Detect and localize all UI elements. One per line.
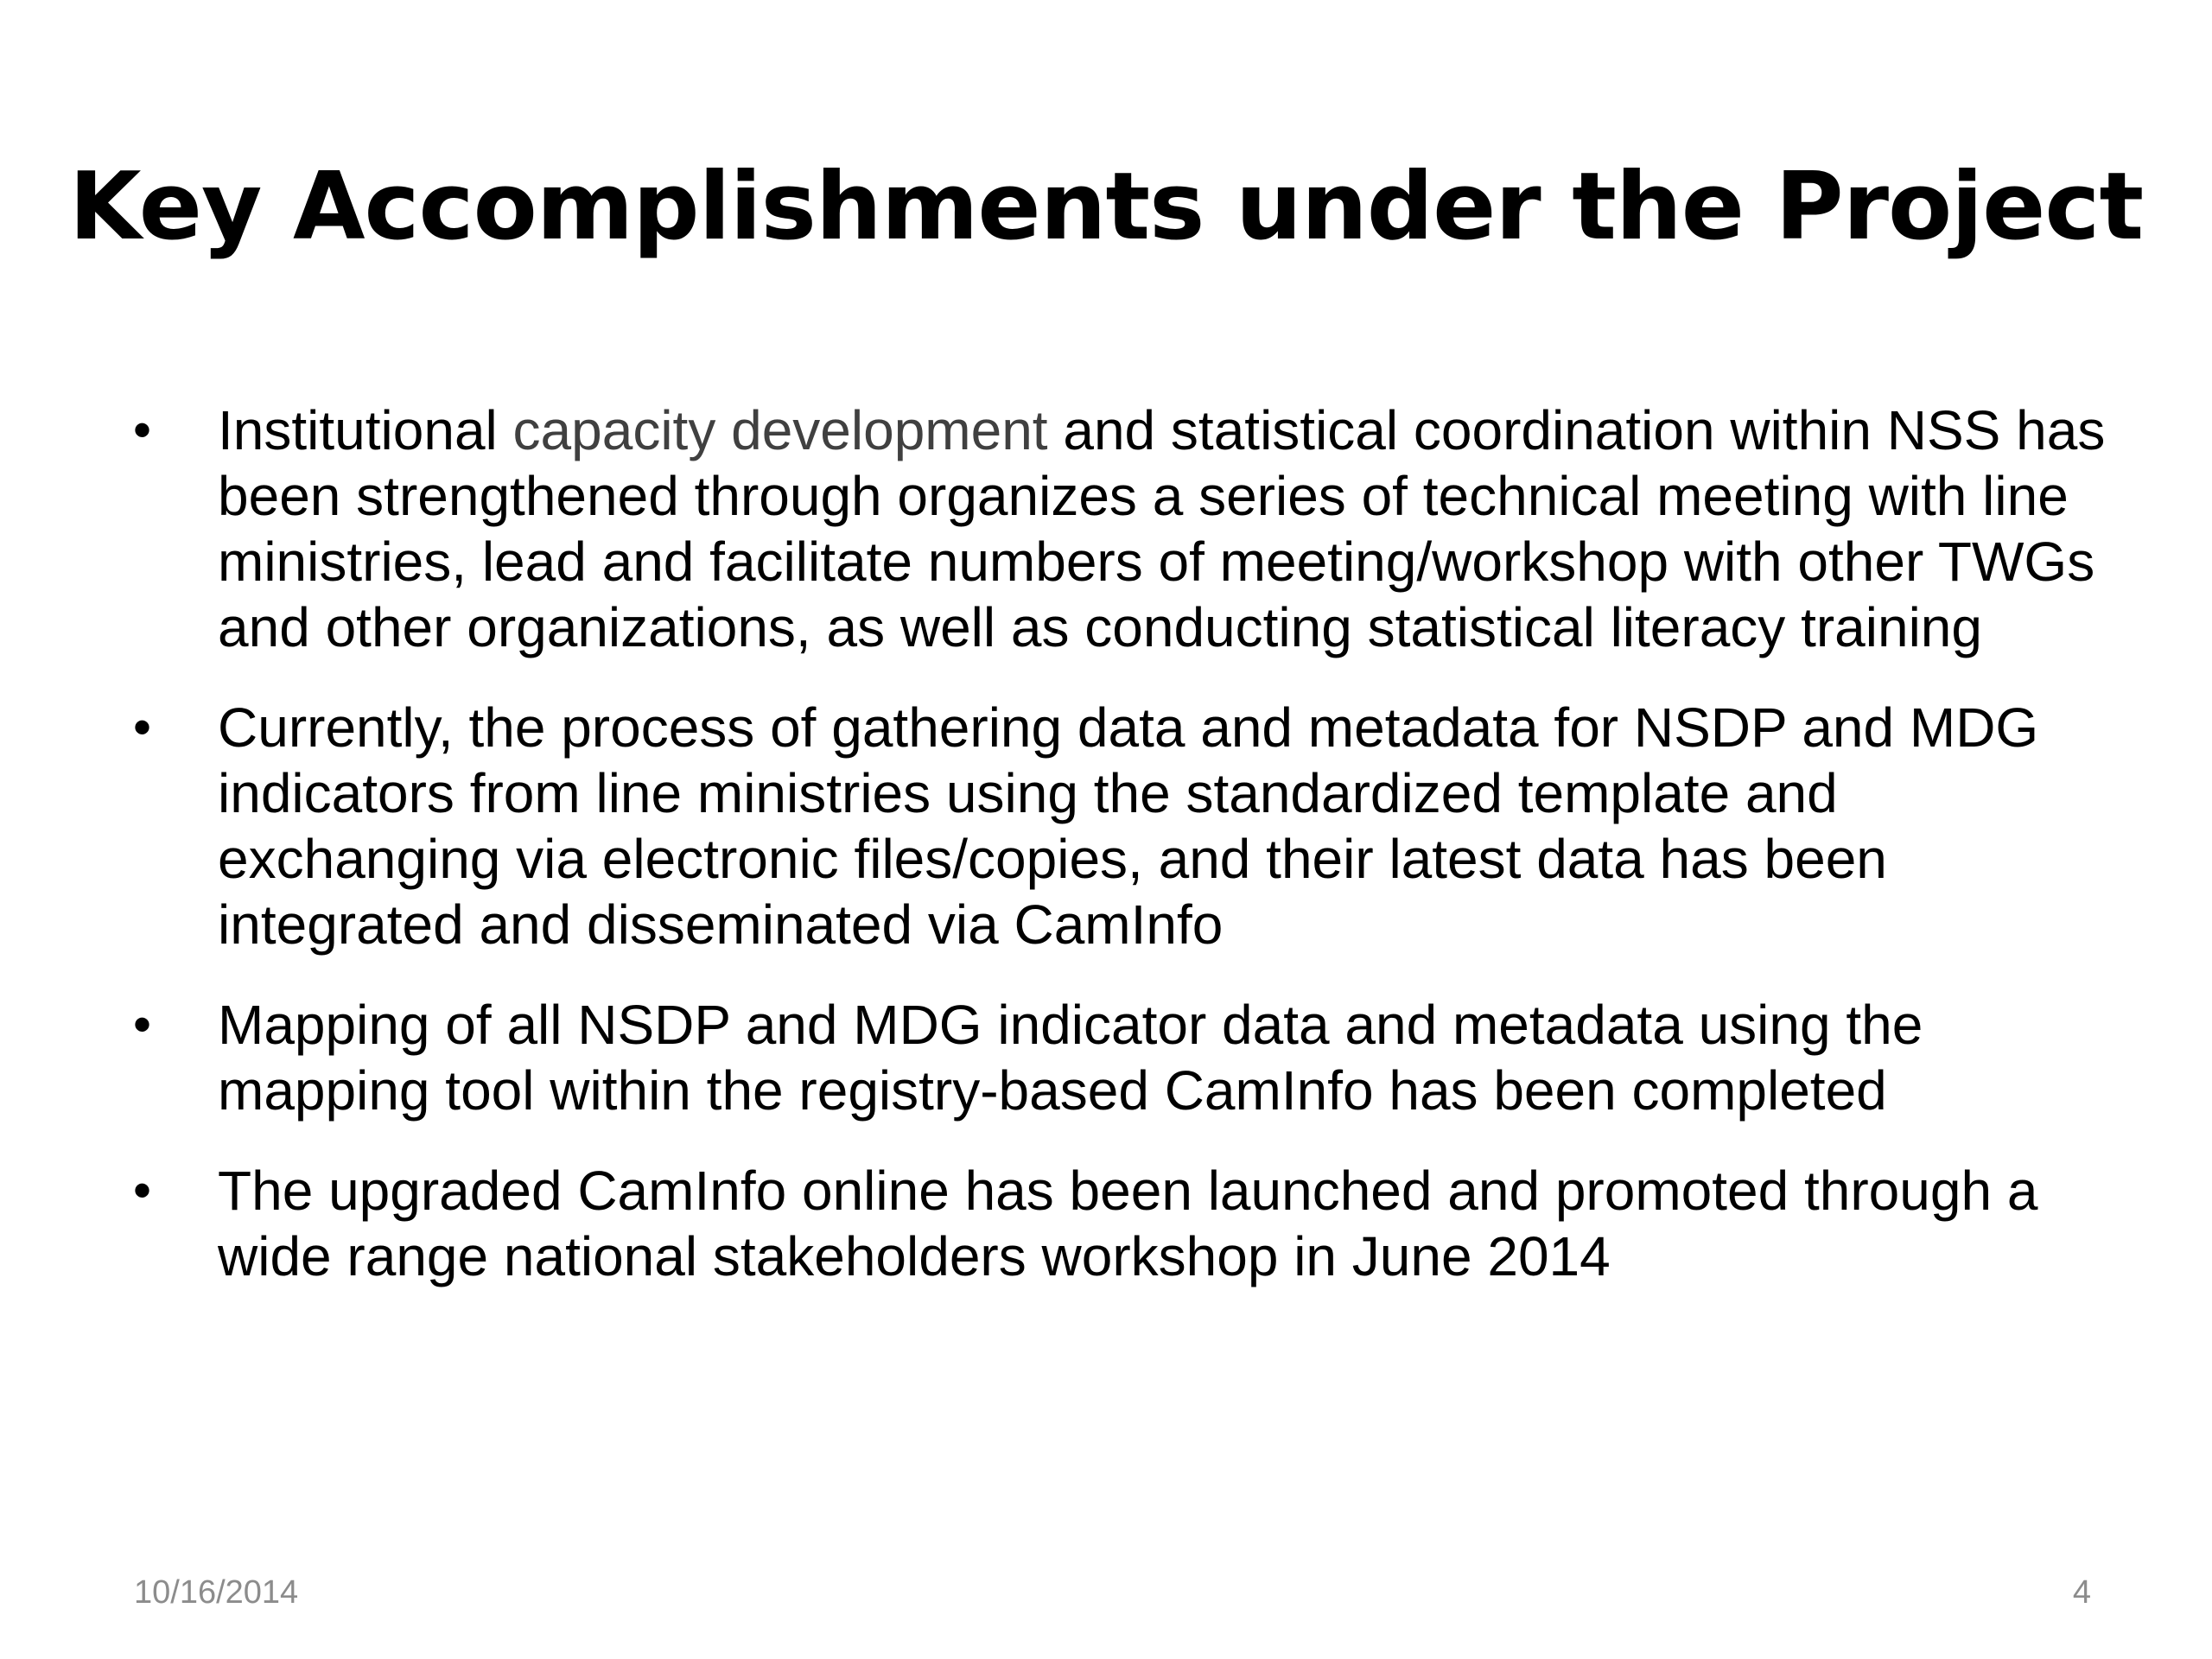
bullet-text-accent: capacity development [512, 399, 1048, 461]
bullet-icon: • [133, 995, 152, 1053]
bullet-text: The upgraded CamInfo online has been launched and promoted through a wide range national stakeholders workshop in June 2014 [218, 1160, 2038, 1287]
footer-date: 10/16/2014 [134, 1574, 299, 1611]
bullet-item [130, 695, 2117, 957]
bullet-item [130, 992, 2117, 1123]
bullet-text: Currently, the process of gathering data and metadata for NSDP and MDG indicators from line ministries using the standardized template and exchanging via electronic files/copies, and their latest data has been integrated and disseminated via CamInfo [218, 696, 2039, 956]
bullet-icon: • [133, 1161, 152, 1219]
footer-page-number: 4 [2072, 1574, 2091, 1611]
bullet-text-part: and statistical coordination within NSS has been strengthened through organizes a series of technical meeting with line ministries, lead and facilitate numbers of meeting/workshop with other TWGs and other organizations, as well as conducting statistical literacy training [218, 399, 2106, 658]
bullet-icon: • [133, 401, 152, 459]
bullet-item [130, 1158, 2117, 1289]
bullet-text: Mapping of all NSDP and MDG indicator data and metadata using the mapping tool within the registry-based CamInfo has been completed [218, 994, 1923, 1122]
bullet-text-part: Institutional [218, 399, 513, 461]
bullet-icon: • [133, 698, 152, 756]
bullet-list [130, 397, 2117, 1324]
bullet-item [130, 397, 2117, 660]
slide-title: Key Accomplishments under the Project [68, 153, 2144, 261]
